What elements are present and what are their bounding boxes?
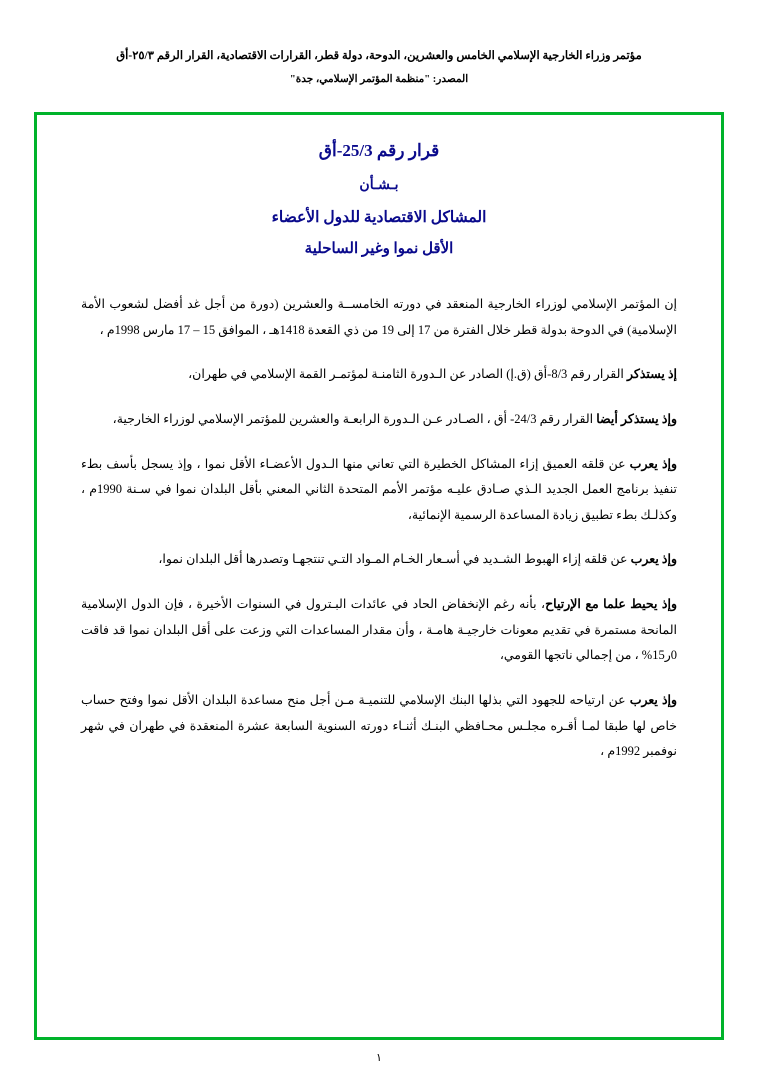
- page-header: [0, 0, 758, 88]
- paragraph: [81, 407, 677, 433]
- paragraph: [81, 547, 677, 573]
- content-body: [37, 115, 721, 785]
- paragraph: [81, 292, 677, 343]
- paragraph: [81, 362, 677, 388]
- paragraph-text: ، بأنه رغم الإنخفاض الحاد في عائدات البـترول في السنوات الأخيرة ، فإن الدول الإسلامية المانحة مستمرة في تقديم معونات خارجيـة هامـة ، وأن مقدار المساعدات التي وزعت على أقل البلدان نموا قد فاقت 0ر15% ، من إجمالي ناتجها القومي،: [81, 597, 677, 663]
- paragraph-lead: وإذ يستذكر أيضا: [596, 411, 677, 426]
- paragraph: [81, 688, 677, 765]
- paragraph-text: إن المؤتمر الإسلامي لوزراء الخارجية المنعقد في دورته الخامســة والعشرين (دورة من أجل غد أفضل لشعوب الأمة الإسلامية) في الدوحة بدولة قطر خلال الفترة من 17 إلى 19 من ذي القعدة 1418هـ ، الموافق 15 – 17 مارس 1998م ،: [81, 297, 677, 337]
- resolution-subject-line1: المشاكل الاقتصادية للدول الأعضاء: [271, 209, 487, 226]
- header-source-line: المصدر: "منظمة المؤتمر الإسلامي، جدة": [289, 74, 469, 86]
- header-conference-line: مؤتمر وزراء الخارجية الإسلامي الخامس والعشرين، الدوحة، دولة قطر، القرارات الاقتصادية، القرار الرقم ٢٥/٣-أق: [116, 50, 642, 62]
- page-number: ١: [376, 1052, 382, 1064]
- resolution-body: [81, 292, 677, 765]
- paragraph-text: عن ارتياحه للجهود التي بذلها البنك الإسلامي للتنميـة مـن أجل منح مساعدة البلدان الأقل نموا وفتح حساب خاص لها طبقا لمـا أقـره مجلـس محـافظي البنـك أثنـاء دورته السنوية السابعة عشرة المنعقدة في طهران في شهر نوفمبر 1992م ،: [81, 692, 677, 759]
- paragraph: [81, 452, 677, 529]
- resolution-title-block: [81, 141, 677, 258]
- paragraph: [81, 592, 677, 669]
- paragraph-lead: إذ يستذكر: [627, 367, 677, 382]
- paragraph-text: القرار رقم 8/3-أق (ق.إ) الصادر عن الـدورة الثامنـة لمؤتمـر القمة الإسلامي في طهران،: [188, 367, 624, 382]
- paragraph-lead: وإذ يعرب: [629, 456, 678, 471]
- paragraph-text: القرار رقم 24/3- أق ، الصـادر عـن الـدورة الرابعـة والعشرين للمؤتمر الإسلامي لوزراء الخارجية،: [112, 411, 594, 426]
- paragraph-text: عن قلقه إزاء الهبوط الشـديد في أسـعار الخـام المـواد التـي تنتجهـا وتصدرها أقل البلدان نموا،: [158, 552, 628, 567]
- paragraph-lead: وإذ يعرب: [630, 552, 677, 567]
- paragraph-text: عن قلقه العميق إزاء المشاكل الخطيرة التي تعاني منها الـدول الأعضـاء الأقل نموا ، وإذ يسجل بأسف بطء تنفيذ برنامج العمل الجديد الـذي صـادق عليـه مؤتمر الأمم المتحدة الثاني المعني بأقل البلدان نموا في سـنة 1990م ، وكذلـك بطء تطبيق زيادة المساعدة الرسمية الإنمائية،: [81, 456, 677, 522]
- content-frame: [34, 112, 724, 1040]
- paragraph-lead: وإذ يعرب: [629, 692, 678, 707]
- resolution-number: قرار رقم 25/3-أق: [318, 141, 440, 160]
- paragraph-lead: وإذ يحيط علما مع الإرتياح: [545, 597, 677, 611]
- resolution-subject-label: بـشـأن: [359, 178, 399, 193]
- resolution-subject-line2: الأقل نموا وغير الساحلية: [304, 241, 454, 257]
